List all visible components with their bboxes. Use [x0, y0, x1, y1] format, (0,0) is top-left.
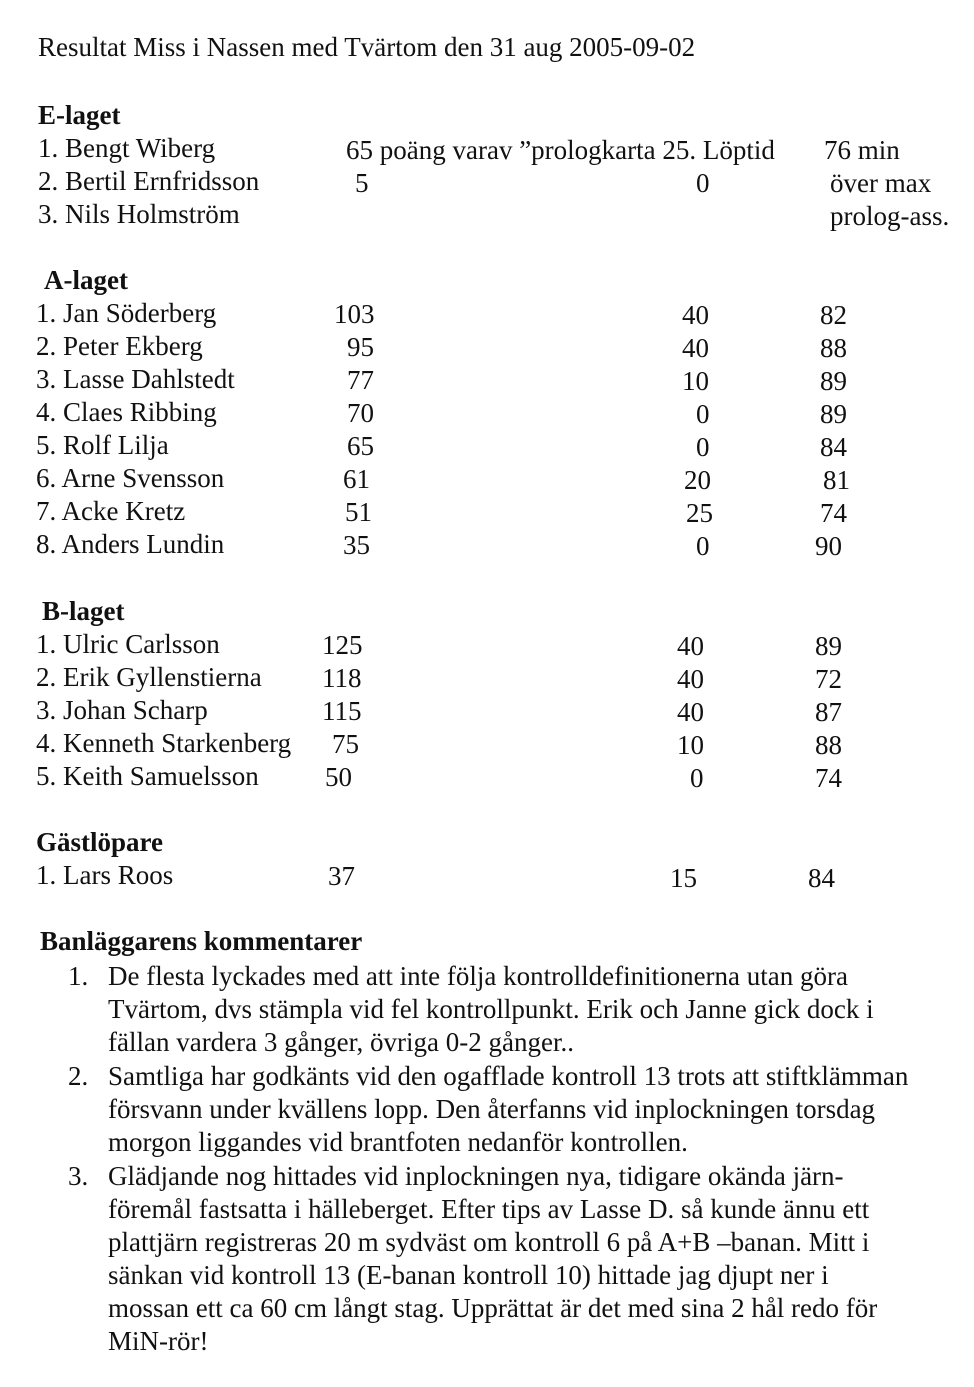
e-lag-row-1-points: 65 poäng varav ”prologkarta 25. Löptid [346, 135, 775, 165]
b-lag-row-5-time: 74 [815, 763, 842, 793]
e-lag-row-1-time: 76 min [824, 135, 900, 165]
comment-line: morgon liggandes vid brantfoten nedanför kontrollen. [108, 1127, 688, 1157]
comment-line: sänkan vid kontroll 13 (E-banan kontroll 10) hittade jag djupt ner i [108, 1260, 829, 1290]
comment-number: 3. [68, 1161, 89, 1191]
gast-row-1-prolog: 15 [670, 863, 697, 893]
b-lag-row-3-points: 115 [322, 696, 362, 726]
b-lag-row-4-time: 88 [815, 730, 842, 760]
b-lag-row-1-name: 1. Ulric Carlsson [36, 629, 220, 659]
a-lag-row-7-time: 74 [820, 498, 847, 528]
b-lag-row-4-name: 4. Kenneth Starkenberg [36, 728, 292, 758]
e-lag-row-3-time: prolog-ass. [830, 201, 950, 231]
b-lag-row-5-points: 50 [325, 762, 352, 792]
e-lag-row-2-points: 5 [355, 168, 369, 198]
a-lag-row-6-prolog: 20 [684, 465, 711, 495]
comment-line: fällan vardera 3 gånger, övriga 0-2 gånger.. [108, 1027, 574, 1057]
a-lag-row-7-points: 51 [345, 497, 372, 527]
comment-item-1 [68, 960, 968, 1059]
a-lag-row-6-name: 6. Arne Svensson [36, 463, 225, 493]
a-lag-heading: A-laget [44, 265, 128, 295]
a-lag-row-5-time: 84 [820, 432, 847, 462]
b-lag-row-5-name: 5. Keith Samuelsson [36, 761, 259, 791]
b-lag-row-2-name: 2. Erik Gyllenstierna [36, 662, 262, 692]
a-lag-row-8-prolog: 0 [696, 531, 710, 561]
a-lag-row-4-points: 70 [347, 398, 374, 428]
a-lag-row-8-points: 35 [343, 530, 370, 560]
a-lag-row-8-time: 90 [815, 531, 842, 561]
a-lag-row-1-name: 1. Jan Söderberg [36, 298, 217, 328]
a-lag-row-2-prolog: 40 [682, 333, 709, 363]
comment-item-3 [68, 1160, 968, 1358]
b-lag-row-1-points: 125 [322, 630, 363, 660]
document-title: Resultat Miss i Nassen med Tvärtom den 31 aug 2005-09-02 [38, 32, 696, 62]
b-lag-row-5-prolog: 0 [690, 763, 704, 793]
comment-line: MiN-rör! [108, 1326, 209, 1356]
b-lag-row-4-prolog: 10 [677, 730, 704, 760]
a-lag-row-3-time: 89 [820, 366, 847, 396]
a-lag-row-5-points: 65 [347, 431, 374, 461]
comment-line: De flesta lyckades med att inte följa kontrolldefinitionerna utan göra [108, 961, 848, 991]
a-lag-row-6-points: 61 [343, 464, 370, 494]
a-lag-row-5-prolog: 0 [696, 432, 710, 462]
b-lag-heading: B-laget [42, 596, 125, 626]
e-lag-heading: E-laget [38, 100, 121, 130]
a-lag-row-6-time: 81 [823, 465, 850, 495]
a-lag-row-7-prolog: 25 [686, 498, 713, 528]
e-lag-row-2-time: över max [830, 168, 932, 198]
b-lag-row-3-name: 3. Johan Scharp [36, 695, 208, 725]
comment-line: plattjärn registreras 20 m sydväst om kontroll 6 på A+B –banan. Mitt i [108, 1227, 870, 1257]
a-lag-row-1-prolog: 40 [682, 300, 709, 330]
a-lag-row-5-name: 5. Rolf Lilja [36, 430, 169, 460]
a-lag-row-2-name: 2. Peter Ekberg [36, 331, 203, 361]
b-lag-row-2-time: 72 [815, 664, 842, 694]
a-lag-row-2-time: 88 [820, 333, 847, 363]
a-lag-row-1-time: 82 [820, 300, 847, 330]
b-lag-row-3-prolog: 40 [677, 697, 704, 727]
e-lag-row-1-name: 1. Bengt Wiberg [38, 133, 216, 163]
comments-heading: Banläggarens kommentarer [40, 926, 363, 956]
comment-line: Tvärtom, dvs stämpla vid fel kontrollpunkt. Erik och Janne gick dock i [108, 994, 874, 1024]
b-lag-row-1-time: 89 [815, 631, 842, 661]
e-lag-row-2-name: 2. Bertil Ernfridsson [38, 166, 260, 196]
gast-heading: Gästlöpare [36, 827, 163, 857]
gast-row-1-points: 37 [328, 861, 355, 891]
a-lag-row-4-name: 4. Claes Ribbing [36, 397, 217, 427]
b-lag-row-2-points: 118 [322, 663, 362, 693]
comment-line: Glädjande nog hittades vid inplockningen nya, tidigare okända järn- [108, 1161, 844, 1191]
comment-number: 2. [68, 1061, 89, 1091]
a-lag-row-4-prolog: 0 [696, 399, 710, 429]
comment-line: försvann under kvällens lopp. Den återfanns vid inplockningen torsdag [108, 1094, 876, 1124]
comment-line: föremål fastsatta i hälleberget. Efter tips av Lasse D. så kunde ännu ett [108, 1194, 870, 1224]
a-lag-row-3-name: 3. Lasse Dahlstedt [36, 364, 235, 394]
comment-number: 1. [68, 961, 89, 991]
a-lag-row-3-points: 77 [347, 365, 374, 395]
e-lag-row-2-prolog: 0 [696, 168, 710, 198]
a-lag-row-4-time: 89 [820, 399, 847, 429]
comment-item-2 [68, 1060, 968, 1159]
a-lag-row-3-prolog: 10 [682, 366, 709, 396]
comment-line: Samtliga har godkänts vid den ogafflade kontroll 13 trots att stiftklämman [108, 1061, 909, 1091]
a-lag-row-8-name: 8. Anders Lundin [36, 529, 225, 559]
a-lag-row-1-points: 103 [334, 299, 375, 329]
b-lag-row-1-prolog: 40 [677, 631, 704, 661]
a-lag-row-2-points: 95 [347, 332, 374, 362]
b-lag-row-2-prolog: 40 [677, 664, 704, 694]
b-lag-row-4-points: 75 [332, 729, 359, 759]
b-lag-row-3-time: 87 [815, 697, 842, 727]
a-lag-row-7-name: 7. Acke Kretz [36, 496, 186, 526]
gast-row-1-time: 84 [808, 863, 835, 893]
comment-line: mossan ett ca 60 cm långt stag. Upprättat är det med sina 2 hål redo för [108, 1293, 878, 1323]
gast-row-1-name: 1. Lars Roos [36, 860, 174, 890]
e-lag-row-3-name: 3. Nils Holmström [38, 199, 240, 229]
